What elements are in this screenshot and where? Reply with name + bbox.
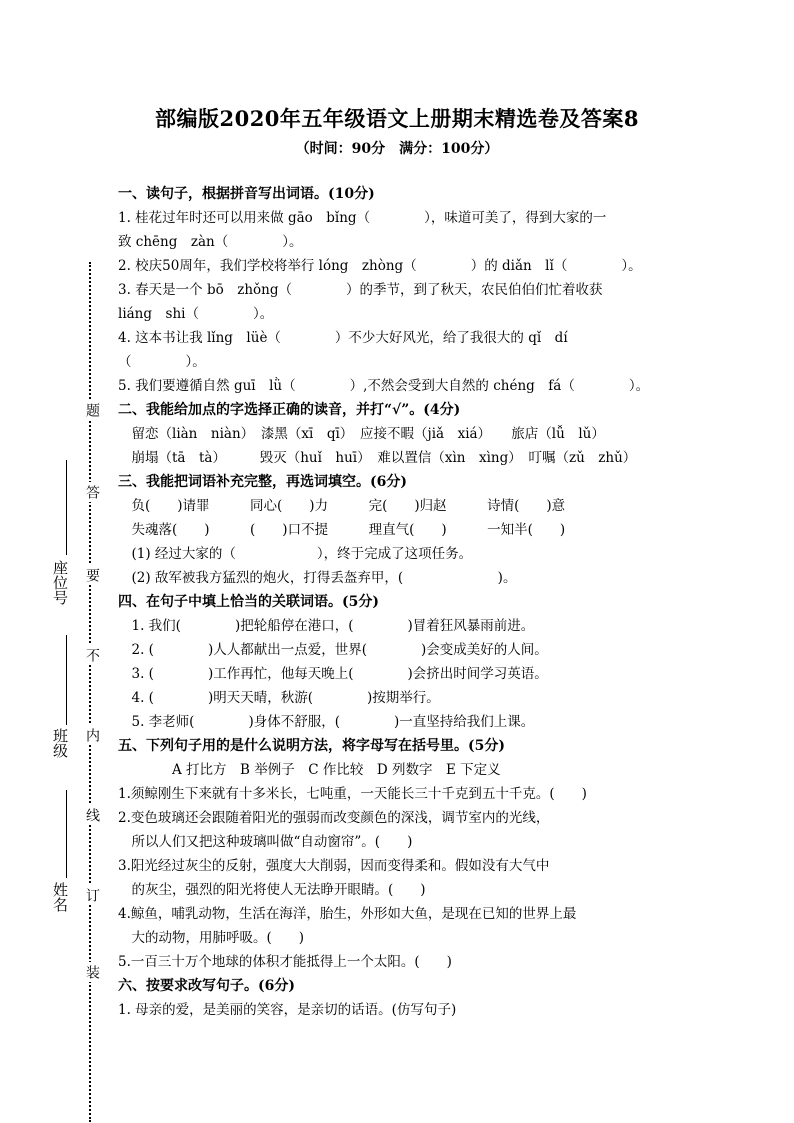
section-heading-1: 一、读句子，根据拼音写出词语。(10分) <box>118 186 375 202</box>
page-title: 部编版2020年五年级语文上册期末精选卷及答案8 <box>154 106 640 131</box>
text-line: 5. 李老师( )身体不舒服，( )一直坚持给我们上课。 <box>118 714 535 730</box>
margin-char-6: 线 <box>84 805 100 825</box>
text-line: 1.须鲸刚生下来就有十多米长，七吨重，一天能长三十千克到五十千克。( ) <box>118 786 587 802</box>
text-line: (2) 敌军被我方猛烈的炮火，打得丢盔弃甲，( )。 <box>118 570 517 586</box>
text-line: 2. 校庆50周年，我们学校将举行 lóng zhòng（ ）的 diǎn lǐ（ ）。 <box>118 258 642 274</box>
text-line: 所以人们又把这种玻璃叫做“自动窗帘”。( ) <box>118 834 413 850</box>
margin-char-5: 内 <box>84 725 100 745</box>
margin-char-2: 答 <box>84 482 100 502</box>
text-line: 负( )请罪 同心( )力 完( )归赵 诗情( )意 <box>118 498 566 514</box>
text-line: 4. ( )明天天晴，秋游( )按期举行。 <box>118 690 440 706</box>
text-line: 的灰尘，强烈的阳光将使人无法睁开眼睛。( ) <box>118 882 426 898</box>
text-line: 5.一百三十万个地球的体积才能抵得上一个太阳。( ) <box>118 954 452 970</box>
text-line: 3. ( )工作再忙，他每天晚上( )会挤出时间学习英语。 <box>118 666 548 682</box>
section-heading-4: 四、在句子中填上恰当的关联词语。(5分) <box>118 594 379 610</box>
text-line: liáng shi（ ）。 <box>118 306 274 322</box>
section-heading-3: 三、我能把词语补充完整，再选词填空。(6分) <box>118 474 407 490</box>
margin-char-4: 不 <box>84 645 100 665</box>
text-line: 失魂落( ) ( )口不提 理直气( ) 一知半( ) <box>118 522 566 538</box>
text-line: 留恋（liàn niàn） 漆黑（xī qī） 应接不暇（jiǎ xiá） 旅店（lǚ lǔ） <box>118 426 605 442</box>
section-heading-5: 五、下列句子用的是什么说明方法，将字母写在括号里。(5分) <box>118 738 505 754</box>
margin-char-8: 装 <box>84 962 100 982</box>
text-line: (1) 经过大家的（ ），终于完成了这项任务。 <box>118 546 473 562</box>
section-heading-2: 二、我能给加点的字选择正确的读音，并打“√”。(4分) <box>118 402 461 418</box>
name-label: 姓名 <box>51 882 69 912</box>
text-line: 大的动物，用肺呼吸。( ) <box>118 930 305 946</box>
class-label: 班级 <box>51 728 69 758</box>
binding-dotted-line <box>89 262 91 1122</box>
class-line <box>66 635 67 725</box>
margin-char-7: 订 <box>84 885 100 905</box>
text-line: 3.阳光经过灰尘的反射，强度大大削弱，因而变得柔和。假如没有大气中 <box>118 858 550 874</box>
text-line: 1. 桂花过年时还可以用来做 gāo bǐng（ ），味道可美了，得到大家的一 <box>118 210 607 226</box>
name-line <box>66 790 67 878</box>
page-subtitle: （时间：90分 满分：100分） <box>295 141 499 157</box>
text-line: 2.变色玻璃还会跟随着阳光的强弱而改变颜色的深浅，调节室内的光线， <box>118 810 550 826</box>
text-line: 致 chēng zàn（ ）。 <box>118 234 303 250</box>
seat-number-line <box>66 460 67 555</box>
text-line: 4.鲸鱼，哺乳动物，生活在海洋，胎生，外形如大鱼，是现在已知的世界上最 <box>118 906 577 922</box>
text-line: 崩塌（tā tà） 毁灭（huǐ huī） 难以置信（xìn xìng） 叮嘱（zǔ zhǔ） <box>118 450 637 466</box>
text-line: 3. 春天是一个 bō zhǒng（ ）的季节，到了秋天，农民伯伯们忙着收获 <box>118 282 603 298</box>
margin-char-1: 题 <box>84 400 100 420</box>
margin-char-3: 要 <box>84 565 100 585</box>
text-line: 2. ( )人人都献出一点爱，世界( )会变成美好的人间。 <box>118 642 548 658</box>
text-line: A 打比方 B 举例子 C 作比较 D 列数字 E 下定义 <box>118 762 501 778</box>
text-line: 1. 我们( )把轮船停在港口，( )冒着狂风暴雨前进。 <box>118 618 535 634</box>
seat-number-label: 座位号 <box>51 560 69 605</box>
text-line: 4. 这本书让我 lǐng lüè（ ）不少大好风光，给了我很大的 qǐ dí <box>118 330 568 346</box>
section-heading-6: 六、按要求改写句子。(6分) <box>118 978 295 994</box>
text-line: 1. 母亲的爱，是美丽的笑容，是亲切的话语。(仿写句子) <box>118 1002 457 1018</box>
text-line: 5. 我们要遵循自然 guī lǜ（ ）,不然会受到大自然的 chéng fá（ ）。 <box>118 378 650 394</box>
text-line: （ ）。 <box>118 354 206 370</box>
